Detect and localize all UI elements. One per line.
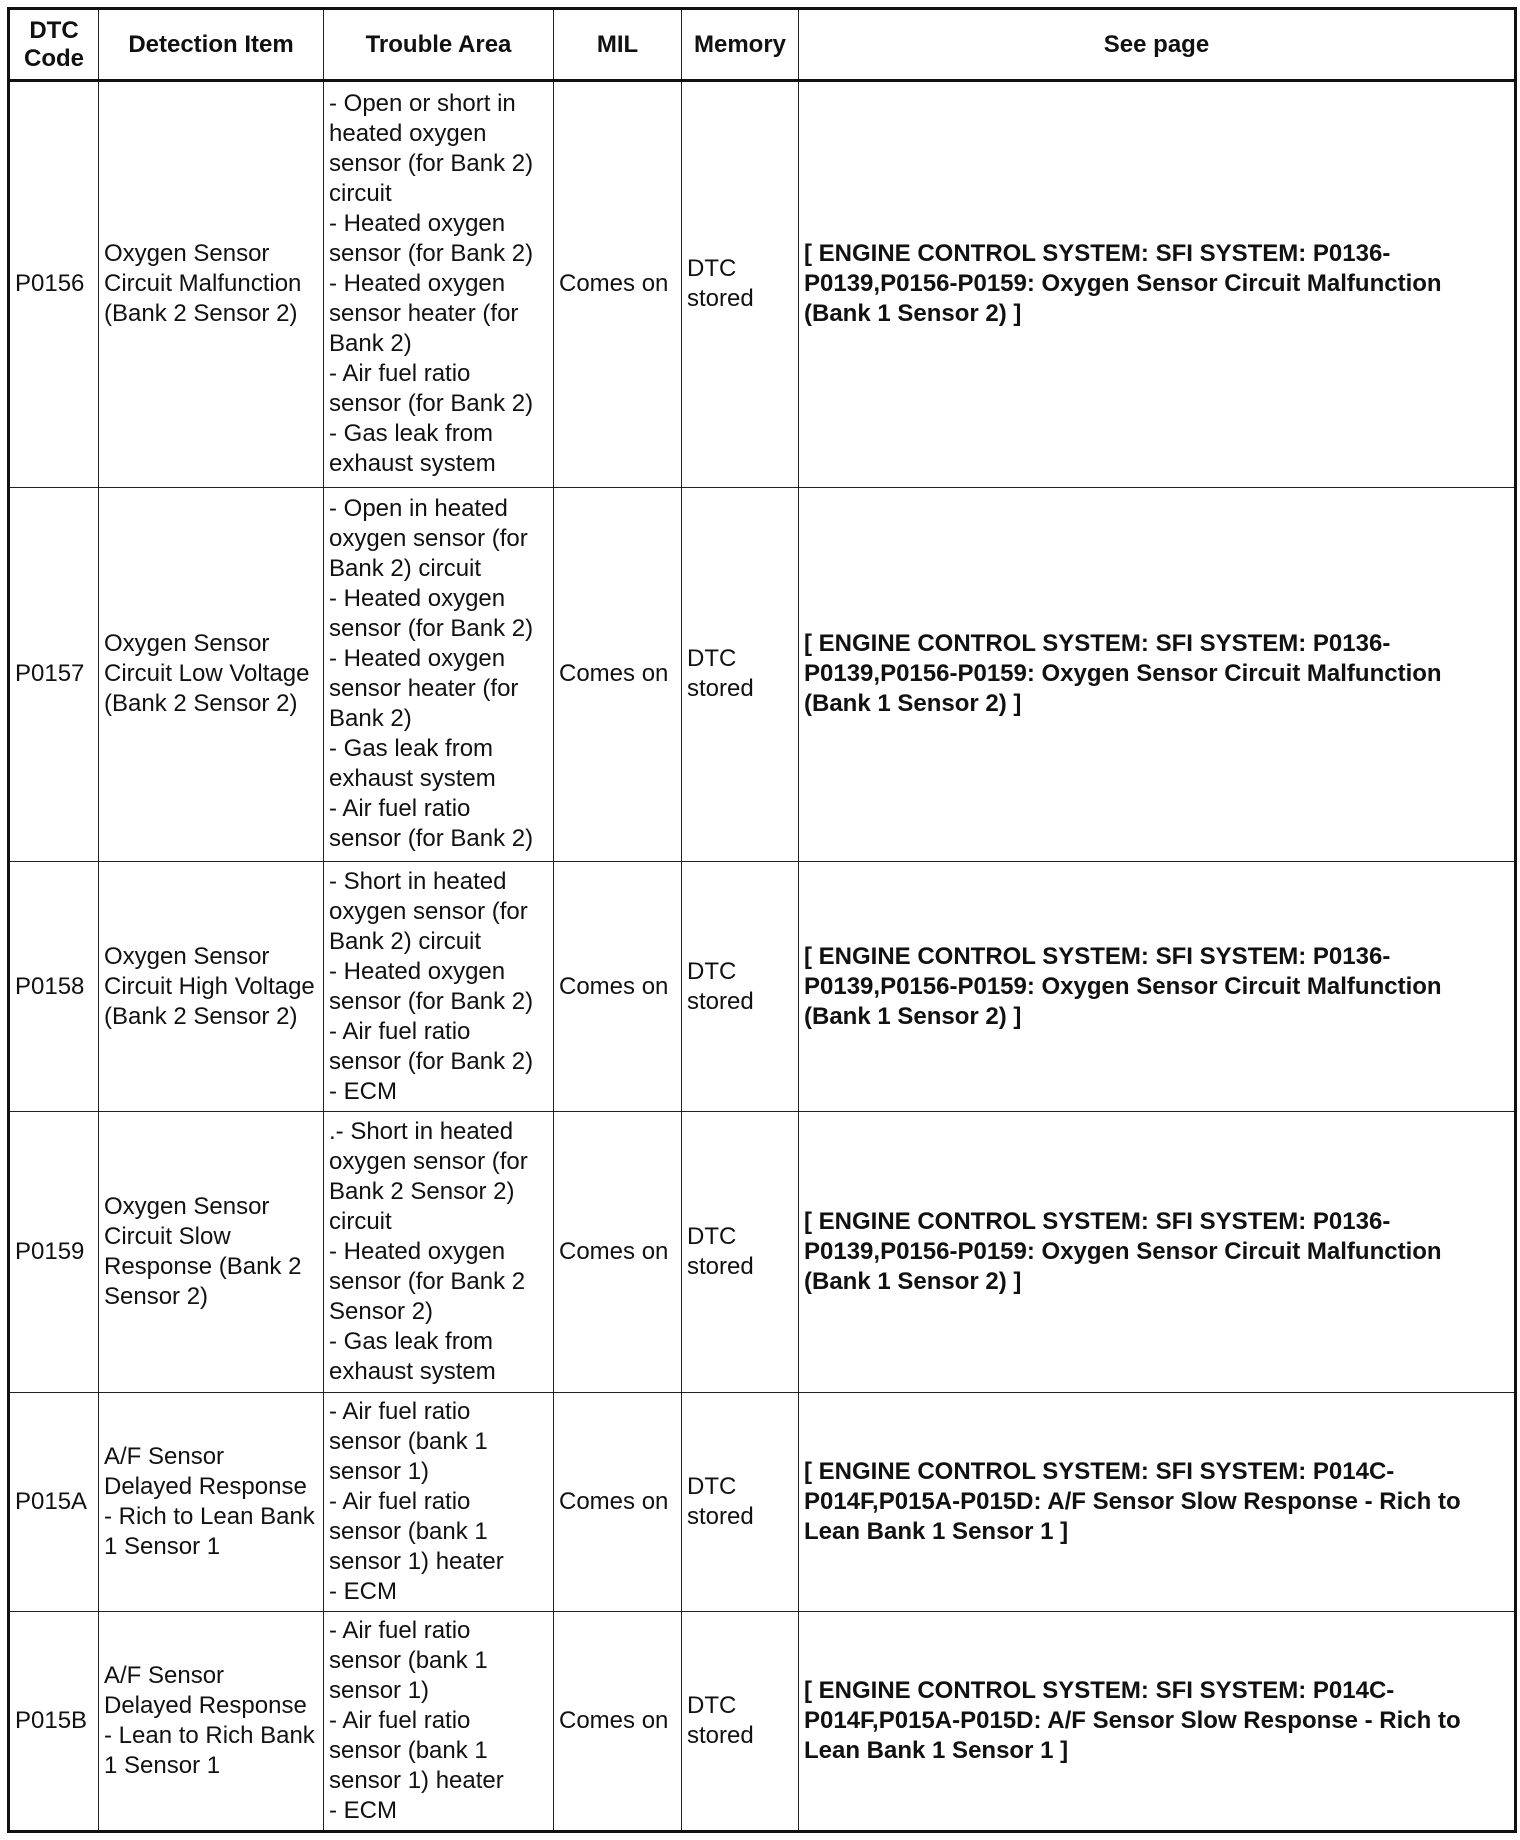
see-page-link[interactable]: [ ENGINE CONTROL SYSTEM: SFI SYSTEM: P014C-P014F,P015A-P015D: A/F Sensor Slow Response - Rich to Lean Bank 1 Sensor 1 ] xyxy=(804,1458,1461,1546)
see-page-cell xyxy=(799,487,1516,861)
dtc-code-cell: P0157 xyxy=(9,487,99,861)
trouble-area-item: - Air fuel ratio sensor (for Bank 2) xyxy=(329,795,534,853)
mil-cell: Comes on xyxy=(554,81,682,488)
mil-cell: Comes on xyxy=(554,1612,682,1832)
table-row xyxy=(9,1612,1516,1832)
memory-cell: DTC stored xyxy=(682,81,799,488)
memory-cell: DTC stored xyxy=(682,487,799,861)
see-page-cell xyxy=(799,1393,1516,1612)
detection-item-cell: Oxygen Sensor Circuit Slow Response (Bank 2 Sensor 2) xyxy=(99,1112,324,1393)
trouble-area-cell xyxy=(324,1393,554,1612)
trouble-area-item: - Heated oxygen sensor (for Bank 2) xyxy=(329,210,534,268)
mil-cell: Comes on xyxy=(554,1112,682,1393)
trouble-area-cell xyxy=(324,1112,554,1393)
trouble-area-item: - Air fuel ratio sensor (bank 1 sensor 1) heater xyxy=(329,1488,504,1576)
dtc-code-cell: P0158 xyxy=(9,862,99,1112)
see-page-link[interactable]: [ ENGINE CONTROL SYSTEM: SFI SYSTEM: P014C-P014F,P015A-P015D: A/F Sensor Slow Response - Rich to Lean Bank 1 Sensor 1 ] xyxy=(804,1677,1461,1765)
trouble-area-item: - Gas leak from exhaust system xyxy=(329,735,496,793)
trouble-area-cell xyxy=(324,81,554,488)
trouble-area-item: - ECM xyxy=(329,1578,397,1606)
mil-cell: Comes on xyxy=(554,1393,682,1612)
memory-cell: DTC stored xyxy=(682,862,799,1112)
table-row xyxy=(9,1393,1516,1612)
dtc-table xyxy=(7,7,1517,1833)
memory-cell: DTC stored xyxy=(682,1112,799,1393)
dtc-code-cell: P015B xyxy=(9,1612,99,1832)
dtc-code-cell: P0156 xyxy=(9,81,99,488)
trouble-area-item: - Air fuel ratio sensor (bank 1 sensor 1) xyxy=(329,1617,488,1705)
header-mil: MIL xyxy=(554,9,682,81)
trouble-area-item: - ECM xyxy=(329,1077,397,1105)
memory-cell: DTC stored xyxy=(682,1393,799,1612)
see-page-link[interactable]: [ ENGINE CONTROL SYSTEM: SFI SYSTEM: P0136-P0139,P0156-P0159: Oxygen Sensor Circuit Malfunction (Bank 1 Sensor 2) ] xyxy=(804,630,1442,718)
mil-cell: Comes on xyxy=(554,487,682,861)
header-dtc-code: DTC Code xyxy=(9,9,99,81)
see-page-cell xyxy=(799,81,1516,488)
header-see-page: See page xyxy=(799,9,1516,81)
trouble-area-item: - Heated oxygen sensor (for Bank 2) xyxy=(329,957,534,1015)
trouble-area-cell xyxy=(324,487,554,861)
trouble-area-item: - Heated oxygen sensor heater (for Bank 2) xyxy=(329,270,519,358)
table-row xyxy=(9,487,1516,861)
trouble-area-item: - Heated oxygen sensor heater (for Bank 2) xyxy=(329,645,519,733)
table-row xyxy=(9,862,1516,1112)
header-trouble-area: Trouble Area xyxy=(324,9,554,81)
see-page-link[interactable]: [ ENGINE CONTROL SYSTEM: SFI SYSTEM: P0136-P0139,P0156-P0159: Oxygen Sensor Circuit Malfunction (Bank 1 Sensor 2) ] xyxy=(804,240,1442,328)
trouble-area-cell xyxy=(324,862,554,1112)
see-page-cell xyxy=(799,862,1516,1112)
trouble-area-item: - Short in heated oxygen sensor (for Bank 2) circuit xyxy=(329,867,528,955)
trouble-area-item: .- Short in heated oxygen sensor (for Bank 2 Sensor 2) circuit xyxy=(329,1118,528,1236)
header-detection-item: Detection Item xyxy=(99,9,324,81)
trouble-area-item: - Air fuel ratio sensor (bank 1 sensor 1) heater xyxy=(329,1707,504,1795)
see-page-link[interactable]: [ ENGINE CONTROL SYSTEM: SFI SYSTEM: P0136-P0139,P0156-P0159: Oxygen Sensor Circuit Malfunction (Bank 1 Sensor 2) ] xyxy=(804,1208,1442,1296)
trouble-area-item: - Open or short in heated oxygen sensor (for Bank 2) circuit xyxy=(329,90,534,208)
see-page-cell xyxy=(799,1612,1516,1832)
header-memory: Memory xyxy=(682,9,799,81)
detection-item-cell: Oxygen Sensor Circuit Low Voltage (Bank 2 Sensor 2) xyxy=(99,487,324,861)
trouble-area-cell xyxy=(324,1612,554,1832)
trouble-area-item: - Open in heated oxygen sensor (for Bank 2) circuit xyxy=(329,495,528,583)
detection-item-cell: A/F Sensor Delayed Response - Lean to Rich Bank 1 Sensor 1 xyxy=(99,1612,324,1832)
dtc-code-cell: P0159 xyxy=(9,1112,99,1393)
trouble-area-item: - Air fuel ratio sensor (for Bank 2) xyxy=(329,1017,534,1075)
memory-cell: DTC stored xyxy=(682,1612,799,1832)
mil-cell: Comes on xyxy=(554,862,682,1112)
detection-item-cell: Oxygen Sensor Circuit Malfunction (Bank 2 Sensor 2) xyxy=(99,81,324,488)
trouble-area-item: - Heated oxygen sensor (for Bank 2 Sensor 2) xyxy=(329,1238,526,1326)
trouble-area-item: - Air fuel ratio sensor (bank 1 sensor 1) xyxy=(329,1398,488,1486)
trouble-area-item: - Gas leak from exhaust system xyxy=(329,420,496,478)
table-row xyxy=(9,81,1516,488)
trouble-area-item: - Air fuel ratio sensor (for Bank 2) xyxy=(329,360,534,418)
see-page-link[interactable]: [ ENGINE CONTROL SYSTEM: SFI SYSTEM: P0136-P0139,P0156-P0159: Oxygen Sensor Circuit Malfunction (Bank 1 Sensor 2) ] xyxy=(804,942,1442,1030)
detection-item-cell: A/F Sensor Delayed Response - Rich to Lean Bank 1 Sensor 1 xyxy=(99,1393,324,1612)
trouble-area-item: - Gas leak from exhaust system xyxy=(329,1328,496,1386)
detection-item-cell: Oxygen Sensor Circuit High Voltage (Bank 2 Sensor 2) xyxy=(99,862,324,1112)
trouble-area-item: - ECM xyxy=(329,1797,397,1825)
table-row xyxy=(9,1112,1516,1393)
dtc-code-cell: P015A xyxy=(9,1393,99,1612)
see-page-cell xyxy=(799,1112,1516,1393)
table-header-row xyxy=(9,9,1516,81)
trouble-area-item: - Heated oxygen sensor (for Bank 2) xyxy=(329,585,534,643)
